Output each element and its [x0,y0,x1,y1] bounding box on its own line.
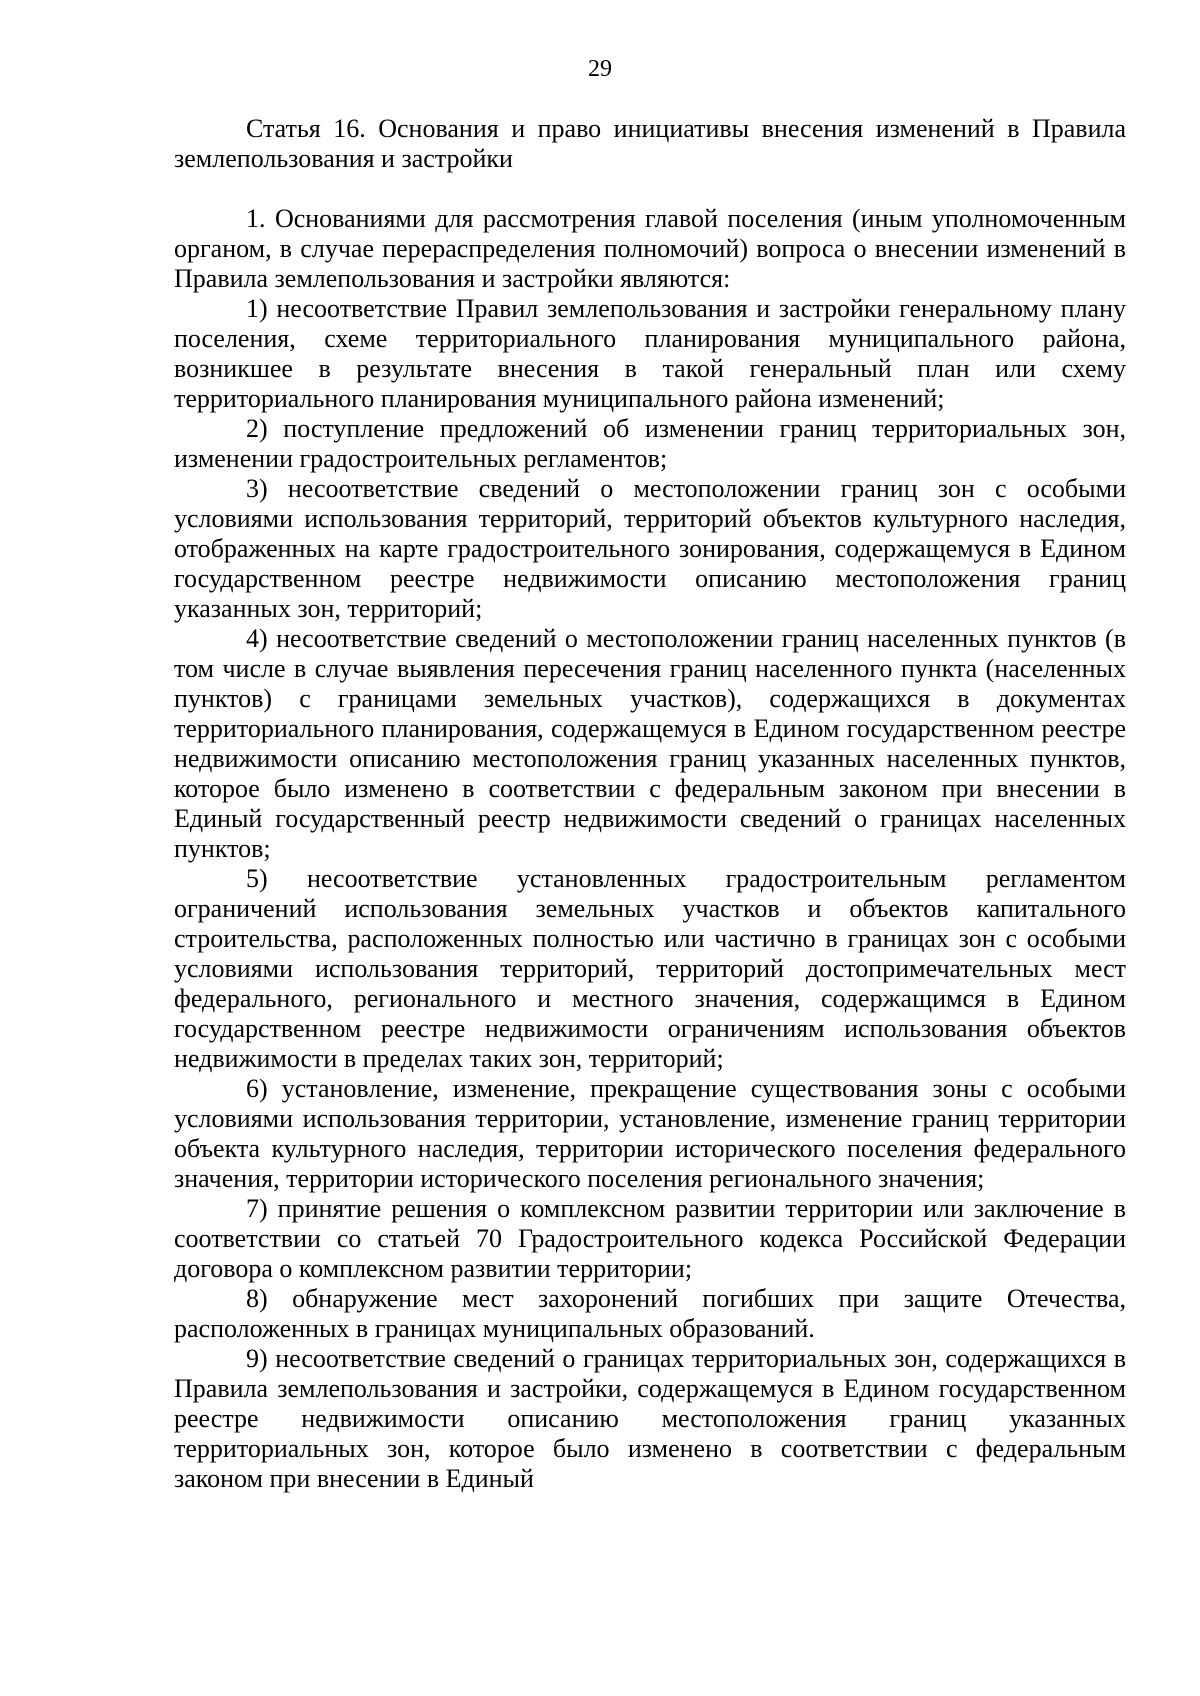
list-item-7: 7) принятие решения о комплексном развитии территории или заключение в соответствии со статьей 70 Градостроительного кодекса Российской Федерации договора о комплексном развитии территории; [174,1194,1126,1283]
article-heading: Статья 16. Основания и право инициативы внесения изменений в Правила землепользования и застройки [174,114,1126,173]
list-item-1: 1) несоответствие Правил землепользования и застройки генеральному плану поселения, схеме территориального планирования муниципального района, возникшее в результате внесения в такой генеральный план или схему территориального планирования муниципального района изменений; [174,294,1126,413]
document-body [174,114,1126,1494]
page-number: 29 [588,56,612,82]
list-item-2: 2) поступление предложений об изменении границ территориальных зон, изменении градостроительных регламентов; [174,414,1126,473]
list-item-9: 9) несоответствие сведений о границах территориальных зон, содержащихся в Правила землепользования и застройки, содержащемуся в Едином государственном реестре недвижимости описанию местоположения границ указанных территориальных зон, которое было изменено в соответствии с федеральным законом при внесении в Единый [174,1344,1126,1493]
list-item-5: 5) несоответствие установленных градостроительным регламентом ограничений использования земельных участков и объектов капитального строительства, расположенных полностью или частично в границах зон с особыми условиями использования территорий, территорий достопримечательных мест федерального, регионального и местного значения, содержащимся в Едином государственном реестре недвижимости ограничениям использования объектов недвижимости в пределах таких зон, территорий; [174,864,1126,1073]
list-item-3: 3) несоответствие сведений о местоположении границ зон с особыми условиями использования территорий, территорий объектов культурного наследия, отображенных на карте градостроительного зонирования, содержащемуся в Едином государственном реестре недвижимости описанию местоположения границ указанных зон, территорий; [174,474,1126,623]
paragraph-intro: 1. Основаниями для рассмотрения главой поселения (иным уполномоченным органом, в случае перераспределения полномочий) вопроса о внесении изменений в Правила землепользования и застройки являются: [174,204,1126,293]
list-item-4: 4) несоответствие сведений о местоположении границ населенных пунктов (в том числе в случае выявления пересечения границ населенного пункта (населенных пунктов) с границами земельных участков), содержащихся в документах территориального планирования, содержащемуся в Едином государственном реестре недвижимости описанию местоположения границ указанных населенных пунктов, которое было изменено в соответствии с федеральным законом при внесении в Единый государственный реестр недвижимости сведений о границах населенных пунктов; [174,624,1126,863]
list-item-6: 6) установление, изменение, прекращение существования зоны с особыми условиями использования территории, установление, изменение границ территории объекта культурного наследия, территории исторического поселения федерального значения, территории исторического поселения регионального значения; [174,1074,1126,1193]
list-item-8: 8) обнаружение мест захоронений погибших при защите Отечества, расположенных в границах муниципальных образований. [174,1284,1126,1343]
